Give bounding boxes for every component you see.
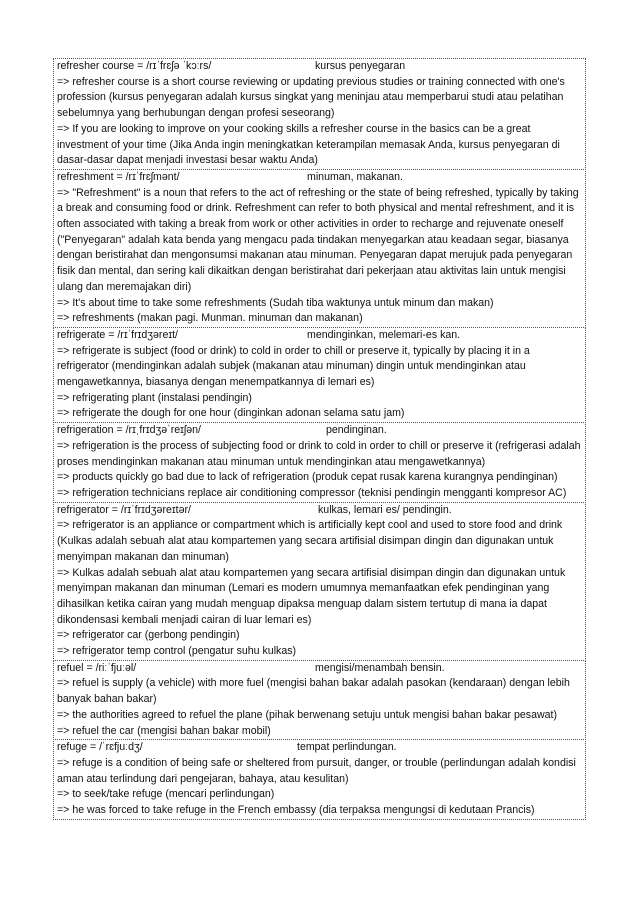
entry-line: => Kulkas adalah sebuah alat atau kompartemen yang secara artifisial disimpan dingin dan digunakan untuk menyimpan makanan dan minuman (Lemari es modern umumnya memanfaatkan efek pendinginan yang dihasilkan ketika cairan yang mudah menguap dipaksa menguap dalam sistem tertutup di mana ia dapat dikondensasi kembali menjadi cairan di luar lemari es) <box>57 566 566 626</box>
entry-header <box>57 59 583 75</box>
entry-line: => refuel the car (mengisi bahan bakar mobil) <box>57 724 271 737</box>
entry-meaning: kursus penyegaran <box>315 60 406 72</box>
entry-line: => refuel is supply (a vehicle) with more fuel (mengisi bahan bakar adalah pasokan (kendaraan) dengan lebih banyak bahan bakar) <box>57 677 570 706</box>
entry-meaning: kulkas, lemari es/ pendingin. <box>318 503 452 516</box>
entry-term: refuel = /riːˈfjuːəl/ <box>57 661 137 674</box>
entry-header <box>57 170 583 186</box>
entry-refuel <box>53 660 586 741</box>
entry-line: => If you are looking to improve on your cooking skills a refresher course in the basics can be a great investment of your time (Jika Anda ingin meningkatkan keterampilan memasak Anda, kursus penyegaran di dasar-dasar dapat menjadi investasi besar waktu Anda) <box>57 122 560 167</box>
entry-meaning: mengisi/menambah bensin. <box>315 661 445 674</box>
entry-refresher-course <box>53 58 586 170</box>
entry-line: => refrigerator is an appliance or compartment which is artificially kept cool and used to store food and drink (Kulkas adalah sebuah alat atau kompartemen yang secara artifisial disimpan dingin dan digunakan untuk menyimpan makanan dan minuman) <box>57 519 563 563</box>
entry-term: refuge = /ˈrɛfjuːdʒ/ <box>57 741 143 754</box>
entry-line: => he was forced to take refuge in the French embassy (dia terpaksa mengungsi di kedutaan Prancis) <box>57 804 535 817</box>
entry-term: refreshment = /rɪˈfrɛʃmənt/ <box>57 170 180 183</box>
entry-term: refrigeration = /rɪˌfrɪdʒəˈreɪʃən/ <box>57 424 201 437</box>
entry-line: => to seek/take refuge (mencari perlindungan) <box>57 788 275 801</box>
entry-header <box>57 328 583 344</box>
entry-refrigerate <box>53 327 586 423</box>
entry-line: => refresher course is a short course reviewing or updating previous studies or training connected with one's profession (kursus penyegaran adalah kursus singkat yang meninjau atau memperbarui studi atau pelatihan sebelumnya yang berhubungan dengan profesi seseorang) <box>57 75 565 120</box>
entry-line: => products quickly go bad due to lack of refrigeration (produk cepat rusak karena kurangnya pendinginan) <box>57 471 558 484</box>
entry-header <box>57 661 583 677</box>
entry-header <box>57 503 583 519</box>
entry-meaning: minuman, makanan. <box>307 170 403 183</box>
entry-refrigeration <box>53 422 586 503</box>
entry-term: refrigerator = /rɪˈfrɪdʒəreɪtər/ <box>57 503 191 516</box>
entry-line: => refrigerator temp control (pengatur suhu kulkas) <box>57 645 297 658</box>
entry-line: => refrigeration is the process of subjecting food or drink to cold in order to chill or preserve it (refrigerasi adalah proses mendinginkan makanan atau minuman untuk mendinginkan atau mengawetkannya) <box>57 439 581 468</box>
entry-header <box>57 740 583 756</box>
entry-line: => refrigerate is subject (food or drink) to cold in order to chill or preserve it, typically by placing it in a refrigerator (mendinginkan adalah subjek (makanan atau minuman) dingin untuk mendinginkan atau mengawetkannya, biasanya dengan menempatkannya di lemari es) <box>57 344 530 389</box>
entry-line: => "Refreshment" is a noun that refers to the act of refreshing or the state of being refreshed, typically by taking a break and consuming food or drink. Refreshment can refer to both physical and mental refreshment, and it is often associated with taking a break from work or other activities in order to recharge and rejuvenate oneself ("Penyegaran" adalah kata benda yang mengacu pada tindakan menyegarkan atau keadaan segar, biasanya dengan beristirahat dan mengonsumsi makanan atau minuman. Penyegaran dapat merujuk pada penyegaran fisik dan mental, dan sering kali dikaitkan dengan beristirahat dari pekerjaan atau aktivitas lain untuk mengisi ulang dan meremajakan diri) <box>57 186 579 293</box>
entry-header <box>57 423 583 439</box>
entry-line: => It's about time to take some refreshments (Sudah tiba waktunya untuk minum dan makan) <box>57 296 494 309</box>
entry-refuge <box>53 739 586 820</box>
entry-term: refrigerate = /rɪˈfrɪdʒəreɪt/ <box>57 328 179 341</box>
entry-line: => refuge is a condition of being safe or sheltered from pursuit, danger, or trouble (perlindungan adalah kondisi aman atau terlindung dari pengejaran, bahaya, atau kesulitan) <box>57 756 576 785</box>
entry-line: => refrigerate the dough for one hour (dinginkan adonan selama satu jam) <box>57 407 405 420</box>
entry-refrigerator <box>53 502 586 661</box>
entry-meaning: tempat perlindungan. <box>297 741 397 754</box>
entry-meaning: pendinginan. <box>326 424 387 437</box>
entry-meaning: mendinginkan, melemari-es kan. <box>307 328 461 341</box>
entry-refreshment <box>53 169 586 328</box>
entry-term: refresher course = /rɪˈfrɛʃə ˈkɔːrs/ <box>57 60 212 72</box>
entry-line: => refrigeration technicians replace air conditioning compressor (teknisi pendingin mengganti kompresor AC) <box>57 486 567 499</box>
entry-line: => the authorities agreed to refuel the plane (pihak berwenang setuju untuk mengisi bahan bakar pesawat) <box>57 708 558 721</box>
entry-line: => refrigerating plant (instalasi pendingin) <box>57 391 252 404</box>
dictionary-page <box>53 59 586 820</box>
entry-line: => refreshments (makan pagi. Munman. minuman dan makanan) <box>57 312 363 325</box>
entry-line: => refrigerator car (gerbong pendingin) <box>57 629 240 642</box>
